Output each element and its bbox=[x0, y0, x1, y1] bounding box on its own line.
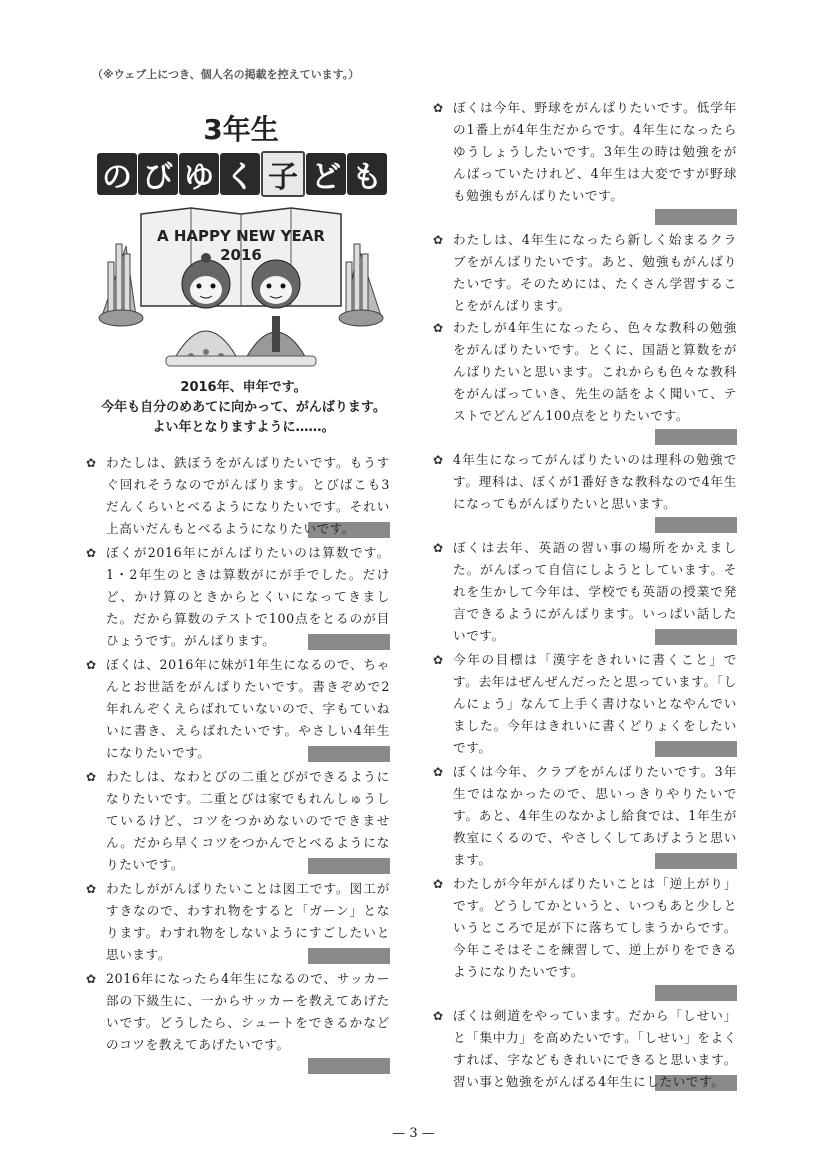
student-entry bbox=[433, 537, 737, 645]
flower-bullet-icon: ✿ bbox=[433, 101, 444, 115]
entry-text: ぼくは去年、英語の習い事の場所をかえました。がんばって自信にしようとしています。それを生かして今年は、学校でも英語の授業で発言できるようにがんばります。いっぱい話したいです。 bbox=[453, 540, 737, 643]
redacted-name bbox=[308, 746, 390, 762]
entry-text: わたしが4年生になったら、色々な教科の勉強をがんばりたいです。とくに、国語と算数をがんばりたいと思います。これからも色々な教科をがんばっていき、先生の話をよく聞いて、テストでどんどん100点をとりたいです。 bbox=[453, 320, 737, 423]
banner-char: 子 bbox=[261, 151, 305, 197]
entry-text: 4年生になってがんばりたいのは理科の勉強です。理科は、ぼくが1番好きな教科なので4年生になってもがんばりたいと思います。 bbox=[453, 452, 737, 511]
kadomatsu-right-icon bbox=[339, 244, 383, 326]
page-number: — 3 — bbox=[392, 1126, 435, 1141]
new-year-monkeys-illustration bbox=[96, 206, 386, 374]
banner-char: の bbox=[97, 153, 137, 195]
redacted-name bbox=[308, 948, 390, 964]
student-entry bbox=[86, 542, 390, 650]
flower-bullet-icon: ✿ bbox=[433, 1009, 444, 1023]
entry-text: ぼくは剣道をやっています。だから「しせい」と「集中力」を高めたいです。「しせい」をよくすれば、字などもきれいにできると思います。習い事と勉強をがんばる4年生にしたいです。 bbox=[453, 1008, 737, 1089]
left-column bbox=[86, 452, 390, 1078]
grade-title: 3年生 bbox=[203, 113, 279, 146]
entry-text: わたしは、4年生になったら新しく始まるクラブをがんばりたいです。あと、勉強もがんばりたいです。そのためには、たくさん学習することをがんばります。 bbox=[453, 232, 737, 313]
student-entry bbox=[433, 229, 737, 317]
redacted-name bbox=[308, 858, 390, 874]
redacted-name bbox=[308, 634, 390, 650]
entry-text: わたしは、なわとびの二重とびができるようになりたいです。二重とびは家でもれんしゅうしているけど、コツをつかめないのでできません。だから早くコツをつかんでとべるようになりたいです。 bbox=[106, 769, 390, 872]
student-entry bbox=[433, 649, 737, 757]
student-entry bbox=[86, 654, 390, 762]
entry-text: わたしががんばりたいことは図工です。図工がすきなので、わすれ物をすると「ガーン」となります。わすれ物をしないようにすごしたいと思います。 bbox=[106, 881, 390, 962]
entry-text: わたしは、鉄ぼうをがんばりたいです。もうすぐ回れそうなのでがんばります。とびばこも3だんくらいとべるようになりたいです。それい上高いだんもとべるようになりたいです。 bbox=[106, 455, 390, 536]
banner-char: び bbox=[138, 153, 178, 195]
banner-char: ど bbox=[306, 153, 346, 195]
redacted-name bbox=[655, 429, 737, 445]
student-entry bbox=[433, 761, 737, 869]
monkey-boy-icon bbox=[246, 260, 306, 358]
student-entry bbox=[433, 873, 737, 1001]
entry-text: 2016年になったら4年生になるので、サッカー部の下級生に、一からサッカーを教えてあげたいです。どうしたら、シュートをできるかなどのコツを教えてあげたいです。 bbox=[106, 971, 390, 1052]
card-line2: 2016 bbox=[220, 246, 262, 264]
student-entry bbox=[433, 97, 737, 225]
card-line1: A HAPPY NEW YEAR bbox=[157, 227, 325, 245]
student-entry bbox=[86, 452, 390, 538]
student-entry bbox=[86, 878, 390, 964]
entry-text: ぼくは今年、野球をがんばりたいです。低学年の1番上が4年生だからです。4年生になったらゆうしょうしたいです。3年生の時は勉強をがんばっていたけれど、4年生は大変ですが野球も勉強もがんばりたいです。 bbox=[453, 100, 737, 203]
flower-bullet-icon: ✿ bbox=[86, 972, 97, 986]
flower-bullet-icon: ✿ bbox=[433, 321, 444, 335]
caption-line: よい年となりますように……。 bbox=[152, 420, 335, 435]
redacted-name bbox=[655, 853, 737, 869]
kadomatsu-left-icon bbox=[99, 244, 143, 326]
flower-bullet-icon: ✿ bbox=[433, 653, 444, 667]
entry-text: 今年の目標は「漢字をきれいに書くこと」です。去年はぜんぜんだったと思っています。「しんにょう」なんて上手く書けないとなやんでいました。今年はきれいに書くどりょくをしたいです。 bbox=[453, 652, 737, 755]
redacted-name bbox=[655, 629, 737, 645]
flower-bullet-icon: ✿ bbox=[86, 882, 97, 896]
flower-bullet-icon: ✿ bbox=[86, 456, 97, 470]
right-column bbox=[433, 97, 737, 1095]
caption-line: 2016年、申年です。 bbox=[180, 380, 307, 395]
privacy-note: （※ウェブ上につき、個人名の掲載を控えています。） bbox=[92, 68, 360, 81]
redacted-name bbox=[655, 209, 737, 225]
caption bbox=[96, 378, 391, 438]
flower-bullet-icon: ✿ bbox=[86, 658, 97, 672]
flower-bullet-icon: ✿ bbox=[433, 765, 444, 779]
caption-line: 今年も自分のめあてに向かって、がんばります。 bbox=[101, 400, 386, 415]
banner-char: ゆ bbox=[179, 153, 219, 195]
title-banner bbox=[97, 151, 387, 197]
redacted-name bbox=[308, 1058, 390, 1074]
entry-text: ぼくが2016年にがんばりたいのは算数です。1・2年生のときは算数がにが手でした。だけど、かけ算のときからとくいになってきました。だから算数のテストで100点をとるのが目ひょうです。がんばります。 bbox=[106, 545, 390, 648]
flower-bullet-icon: ✿ bbox=[433, 453, 444, 467]
student-entry bbox=[86, 766, 390, 874]
banner-char: も bbox=[347, 153, 387, 195]
redacted-name bbox=[655, 741, 737, 757]
flower-bullet-icon: ✿ bbox=[433, 541, 444, 555]
student-entry bbox=[433, 317, 737, 445]
flower-bullet-icon: ✿ bbox=[433, 877, 444, 891]
flower-bullet-icon: ✿ bbox=[86, 770, 97, 784]
redacted-name bbox=[655, 985, 737, 1001]
banner-char: く bbox=[220, 153, 260, 195]
student-entry bbox=[433, 1005, 737, 1091]
redacted-name bbox=[655, 517, 737, 533]
entry-text: わたしが今年がんばりたいことは「逆上がり」です。どうしてかというと、いつもあと少しというところで足が下に落ちてしまうからです。今年こそはそこを練習して、逆上がりをできるようになりたいです。 bbox=[453, 876, 737, 979]
flower-bullet-icon: ✿ bbox=[86, 546, 97, 560]
student-entry bbox=[433, 449, 737, 533]
student-entry bbox=[86, 968, 390, 1074]
flower-bullet-icon: ✿ bbox=[433, 233, 444, 247]
entry-text: ぼくは、2016年に妹が1年生になるので、ちゃんとお世話をがんばりたいです。書きぞめで2年れんぞくえらばれていないので、字もていねいに書き、えらばれたいです。やさしい4年生になりたいです。 bbox=[106, 657, 390, 760]
entry-text: ぼくは今年、クラブをがんばりたいです。3年生ではなかったので、思いっきりやりたいです。あと、4年生のなかよし給食では、1年生が教室にくるので、やさしくしてあげようと思います。 bbox=[453, 764, 737, 867]
